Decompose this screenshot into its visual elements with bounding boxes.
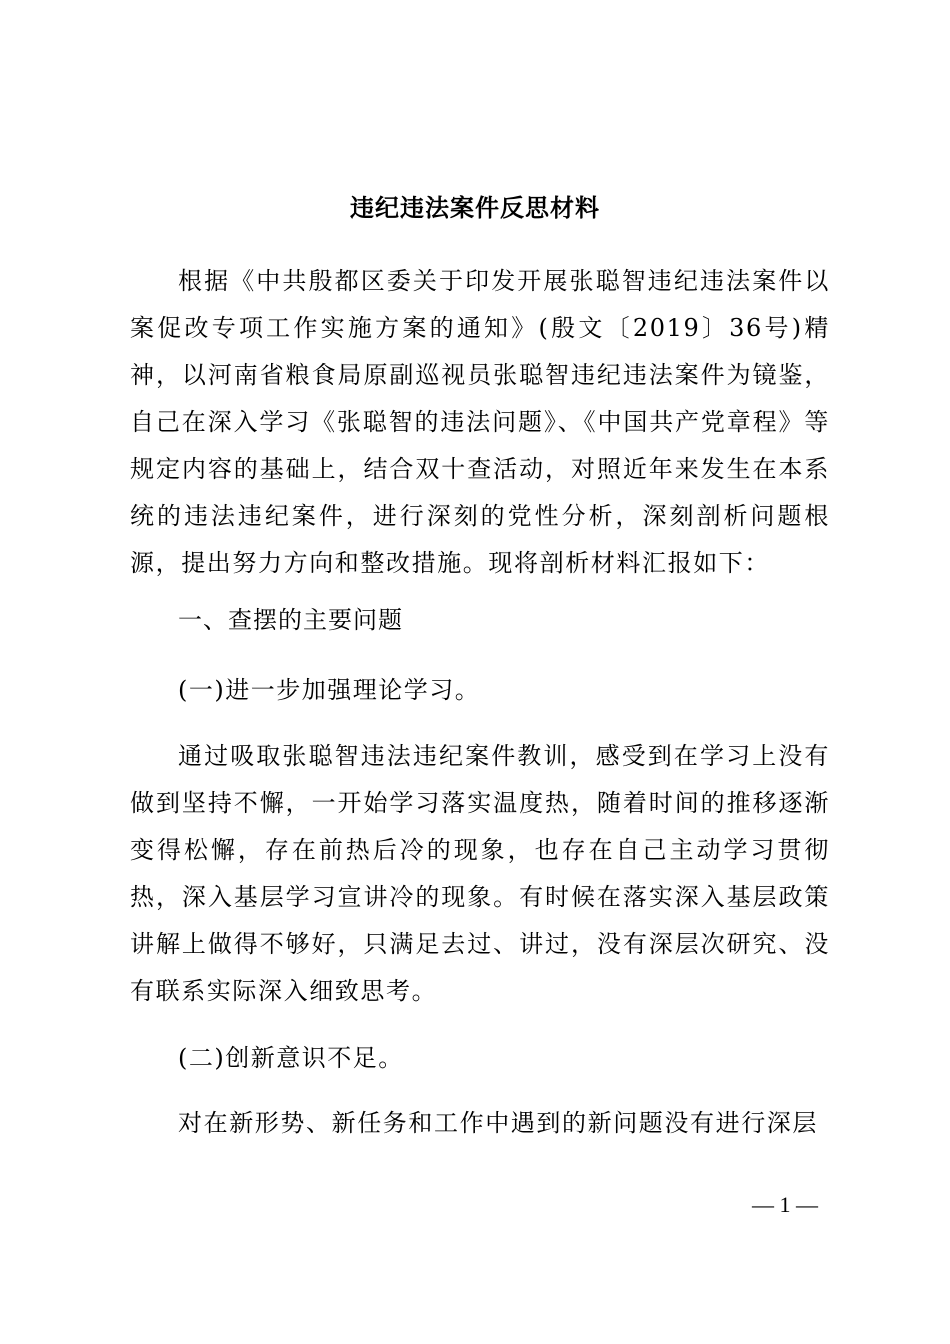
document-title: 违纪违法案件反思材料	[350, 193, 600, 222]
section-heading-1: 一、查摆的主要问题	[178, 606, 403, 634]
subsection-heading-2: (二)创新意识不足。	[178, 1044, 404, 1072]
subsection-body-1: 通过吸取张聪智违法违纪案件教训，感受到在学习上没有做到坚持不懈，一开始学习落实温度热，随着时间的推移逐渐变得松懈，存在前热后冷的现象，也存在自己主动学习贯彻热，深入基层学习宣讲冷的现象。有时候在落实深入基层政策讲解上做得不够好，只满足去过、讲过，没有深层次研究、没有联系实际深入细致思考。	[130, 742, 830, 1005]
subsection-heading-1: (一)进一步加强理论学习。	[178, 676, 481, 704]
intro-paragraph: 根据《中共殷都区委关于印发开展张聪智违纪违法案件以案促改专项工作实施方案的通知》(殷文〔2019〕36号)精神，以河南省粮食局原副巡视员张聪智违纪违法案件为镜鉴，自己在深入学习《张聪智的违法问题》、《中国共产党章程》等规定内容的基础上，结合双十查活动，对照近年来发生在本系统的违法违纪案件，进行深刻的党性分析，深刻剖析问题根源，提出努力方向和整改措施。现将剖析材料汇报如下：	[130, 267, 830, 577]
subsection-body-2: 对在新形势、新任务和工作中遇到的新问题没有进行深层	[178, 1109, 818, 1137]
page-number: — 1 —	[752, 1192, 818, 1217]
